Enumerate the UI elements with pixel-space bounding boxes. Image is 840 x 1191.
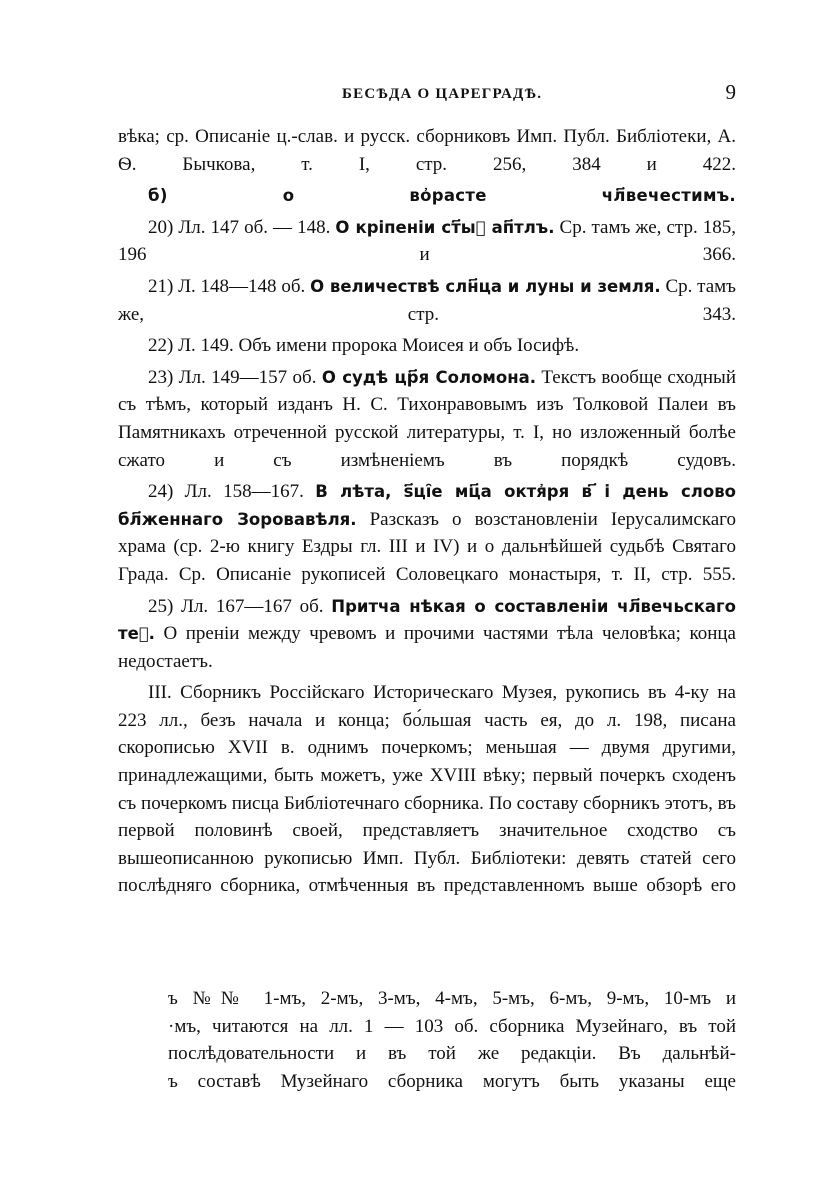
text-line: ъ составѣ Музейнаго сборника могутъ быть указаны еще bbox=[168, 1070, 736, 1092]
slavonic-title: О кріпеніи ст҃ыⷯ ап҃тлъ. bbox=[335, 217, 555, 237]
paragraph-section-iii: III. Сборникъ Россійскаго Историческаго Музея, рукопись въ 4-ку на 223 лл., безъ начала и конца; бо́льшая часть ея, до л. 198, писана скорописью XVII в. однимъ почеркомъ; меньшая — двумя другими, принадлежащими, быть можетъ, уже XVIII вѣку; первый почеркъ сходенъ съ почеркомъ писца Библіотечнаго сборника. По составу сборникъ этотъ, въ первой половинѣ своей, представляетъ значительное сходство съ вышеописанною рукописью Имп. Публ. Библіотеки: девять статей сего послѣдняго сборника, отмѣченныя въ представленномъ выше обзорѣ его bbox=[118, 682, 736, 897]
paragraph-item-23 bbox=[118, 364, 736, 474]
item-reference: 21) Л. 148—148 об. bbox=[148, 275, 311, 297]
page-number: 9 bbox=[725, 80, 736, 104]
paragraph-item-24 bbox=[118, 478, 736, 588]
paragraph-item-20 bbox=[118, 214, 736, 269]
slavonic-title: Притча нѣкая о составленіи чл҃вечьскаго теⷯ. bbox=[118, 596, 736, 644]
slavonic-title: В лѣта, ѕ҃ці̑е мц҃а октя҆ря в ҃і день слово бл҃женнаго Зоровавѣля. bbox=[118, 482, 736, 529]
text-line: ъ №№ 1-мъ, 2-мъ, 3-мъ, 4-мъ, 5-мъ, 6-мъ, 9-мъ, 10-мъ и bbox=[168, 988, 736, 1009]
slavonic-title: О судѣ цр҃я Соломона. bbox=[321, 367, 537, 387]
item-note: Ср. тамъ же, стр. 343. bbox=[118, 275, 736, 325]
trailing-lines bbox=[168, 985, 736, 1095]
item-reference: 20) Лл. 147 об. — 148. bbox=[148, 216, 336, 238]
item-reference: 24) Лл. 158—167. bbox=[148, 481, 316, 503]
paragraph-item-22: 22) Л. 149. Объ имени пророка Моисея и объ Іосифѣ. bbox=[148, 335, 580, 357]
text-line: послѣдовательности и въ той же редакціи. Въ дальнѣй- bbox=[168, 1043, 736, 1065]
paragraph-item-25 bbox=[118, 593, 736, 676]
main-text bbox=[118, 123, 736, 904]
paragraph-continuation: вѣка; ср. Описаніе ц.-слав. и русск. сборниковъ Имп. Публ. Библіотеки, А. Ѳ. Бычкова, т. I, стр. 256, 384 и 422. bbox=[118, 126, 736, 175]
slavonic-title: О величествѣ слн҃ца и луны и земля. bbox=[310, 276, 661, 296]
slavonic-title: б) о во҆расте чл҃вечестимъ. bbox=[148, 186, 736, 206]
paragraph-subsection-b bbox=[118, 182, 736, 210]
text-line: ·мъ, читаются на лл. 1 — 103 об. сборника Музейнаго, въ той bbox=[168, 1015, 736, 1037]
item-note: Ср. тамъ же, стр. 185, 196 и 366. bbox=[118, 216, 736, 266]
item-reference: 23) Лл. 149—157 об. bbox=[148, 366, 322, 388]
paragraph-item-21 bbox=[118, 273, 736, 328]
item-note: Разсказъ о возстановленіи Іерусалимскаго храма (ср. 2-ю книгу Ездры гл. III и IV) и о дальнѣйшей судьбѣ Святаго Града. Ср. Описаніе рукописей Соловецкаго монастыря, т. II, стр. 555. bbox=[118, 508, 736, 585]
running-title: БЕСѢДА О ЦАРЕГРАДѢ. bbox=[342, 86, 543, 102]
page-header bbox=[92, 80, 740, 110]
item-note: Текстъ вообще сходный съ тѣмъ, который изданъ Н. С. Тихонравовымъ изъ Толковой Палеи въ Памятникахъ отреченной русской литературы, т. I, но изложенный болѣе сжато и съ измѣненіемъ въ порядкѣ судовъ. bbox=[118, 366, 736, 471]
item-note: О преніи между чревомъ и прочими частями тѣла человѣка; конца недостаетъ. bbox=[118, 623, 736, 672]
item-reference: 25) Лл. 167—167 об. bbox=[148, 595, 332, 617]
